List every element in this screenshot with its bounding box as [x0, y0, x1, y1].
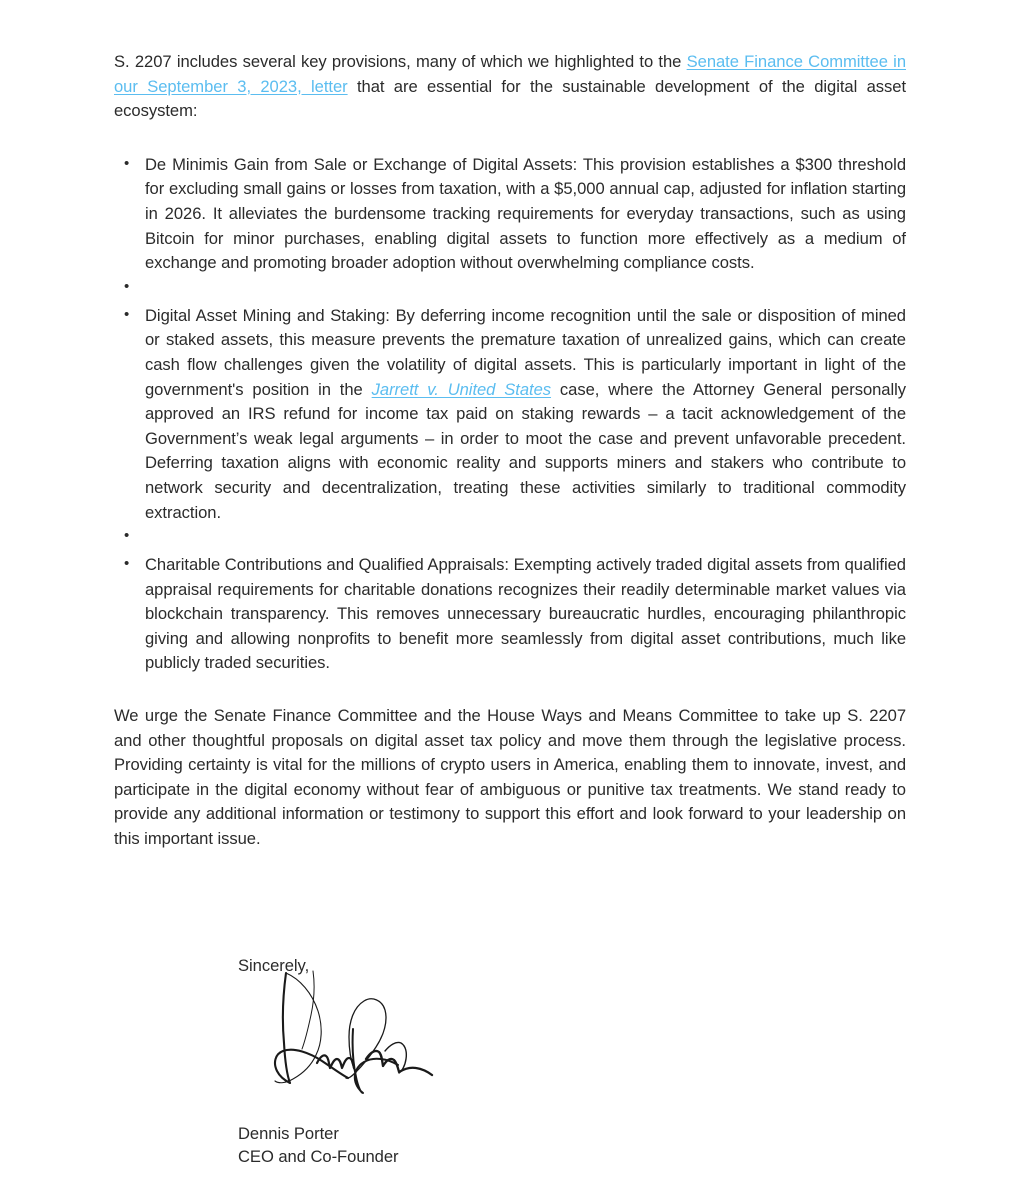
provision-text: • Charitable Contributions and Qualified Appraisals: Exempting actively traded digital assets from qualified appraisal requirements for charitable donations recognizes their readily determinable market values via blockchain transparency. This removes unnecessary bureaucratic hurdles, encouraging philanthropic giving and allowing nonprofits to benefit more seamlessly from digital asset contributions, much like publicly traded securities. [145, 555, 906, 673]
spacer [114, 676, 906, 704]
provision-text [145, 304, 906, 525]
handwritten-signature [256, 969, 456, 1104]
intro-paragraph [114, 50, 906, 124]
letter-body [114, 50, 906, 852]
provision-text-after-link: case, where the Attorney General personally approved an IRS refund for income tax paid on staking rewards – a tacit acknowledgement of the Government’s weak legal arguments – in order to moot the case and prevent unfavorable precedent. Deferring taxation aligns with economic reality and supports miners and stakers who contribute to network security and decentralization, treating these activities similarly to traditional commodity extraction. [145, 379, 907, 522]
spacer [114, 276, 906, 304]
spacer [114, 124, 906, 153]
provisions-list [114, 153, 906, 676]
list-item-de-minimis-gain [114, 153, 906, 276]
signature-block [238, 955, 658, 1166]
senate-finance-letter-link[interactable]: Senate Finance Committee in our September 3, 2023, letter [114, 52, 906, 96]
jarrett-v-united-states-link[interactable]: Jarrett v. United States [371, 379, 552, 399]
salutation: Sincerely, [238, 956, 310, 975]
closing-paragraph: We urge the Senate Finance Committee and the House Ways and Means Committee to take up S. 2207 and other thoughtful proposals on digital asset tax policy and move them through the legislative process. Providing certainty is vital for the millions of crypto users in America, enabling them to innovate, invest, and participate in the digital economy without fear of ambiguous or punitive tax treatments. We stand ready to provide any additional information or testimony to support this effort and look forward to your leadership on this important issue. [114, 706, 906, 849]
intro-text-after-link: that are essential for the sustainable development of the digital asset ecosystem: [114, 76, 906, 121]
list-item-mining-and-staking [114, 304, 906, 525]
intro-text-before-link: S. 2207 includes several key provisions, many of which we highlighted to the [114, 52, 687, 71]
signer-name: Dennis Porter [238, 1124, 339, 1143]
provision-text-before-link: Digital Asset Mining and Staking: By deferring income recognition until the sale or disposition of mined or staked assets, this measure prevents the premature taxation of unrealized gains, which can create cash flow challenges given the volatility of digital assets. This is particularly important in light of the government's position in the [145, 305, 906, 399]
spacer [114, 525, 906, 553]
list-item-charitable-contributions [114, 553, 906, 676]
provision-text: • De Minimis Gain from Sale or Exchange of Digital Assets: This provision establishes a $300 threshold for excluding small gains or losses from taxation, with a $5,000 annual cap, adjusted for inflation starting in 2026. It alleviates the burdensome tracking requirements for everyday transactions, such as using Bitcoin for minor purchases, enabling digital assets to function more effectively as a medium of exchange and promoting broader adoption without overwhelming compliance costs. [145, 154, 906, 273]
signer-info [238, 1123, 399, 1168]
signer-title: CEO and Co-Founder [238, 1146, 399, 1166]
